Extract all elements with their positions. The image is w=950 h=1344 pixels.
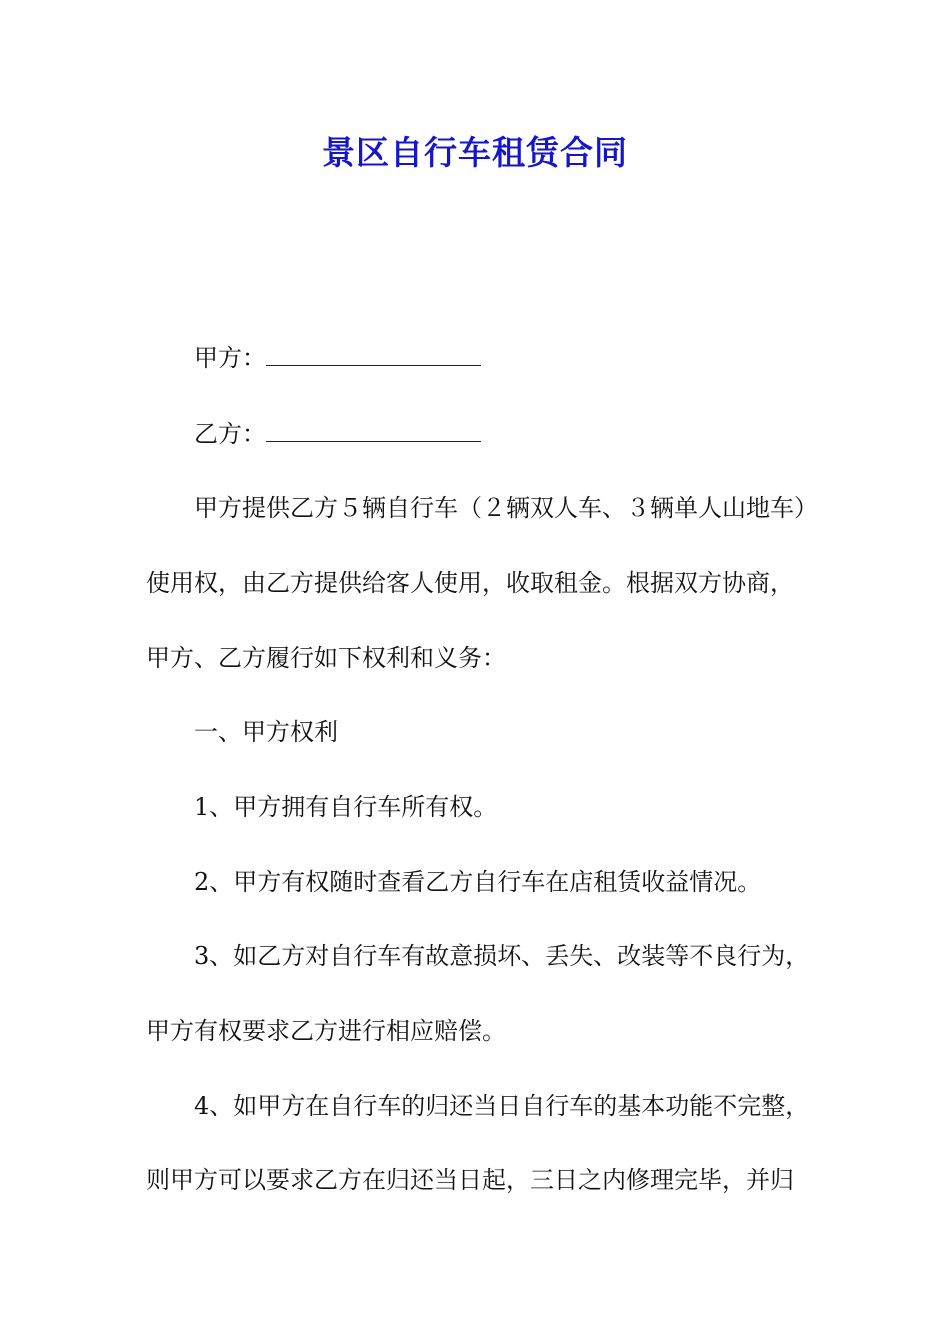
party-b-line [194, 416, 864, 452]
clause-4-line-1: 4、如甲方在自行车的归还当日自行车的基本功能不完整， [194, 1092, 810, 1120]
document-title: 景区自行车租赁合同 [322, 133, 628, 172]
party-a-blank [266, 347, 481, 366]
clause-3-line-1: 3、如乙方对自行车有故意损坏、丢失、改装等不良行为， [194, 942, 810, 970]
intro-line-2: 使用权，由乙方提供给客人使用，收取租金。根据双方协商， [146, 569, 794, 597]
clause-3-line-2: 甲方有权要求乙方进行相应赔偿。 [146, 1017, 506, 1045]
party-a-line [194, 340, 864, 376]
clause-2: 2、甲方有权随时查看乙方自行车在店租赁收益情况。 [194, 868, 762, 896]
clause-4-line-2: 则甲方可以要求乙方在归还当日起，三日之内修理完毕，并归 [146, 1166, 794, 1194]
intro-line-3: 甲方、乙方履行如下权利和义务： [146, 644, 506, 672]
party-b-label: 乙方： [194, 420, 266, 448]
party-a-label: 甲方： [194, 344, 266, 372]
section-heading: 一、甲方权利 [194, 718, 338, 746]
clause-1: 1、甲方拥有自行车所有权。 [194, 793, 498, 821]
intro-line-1: 甲方提供乙方５辆自行车（２辆双人车、３辆单人山地车） [194, 494, 818, 522]
party-b-blank [266, 423, 481, 442]
